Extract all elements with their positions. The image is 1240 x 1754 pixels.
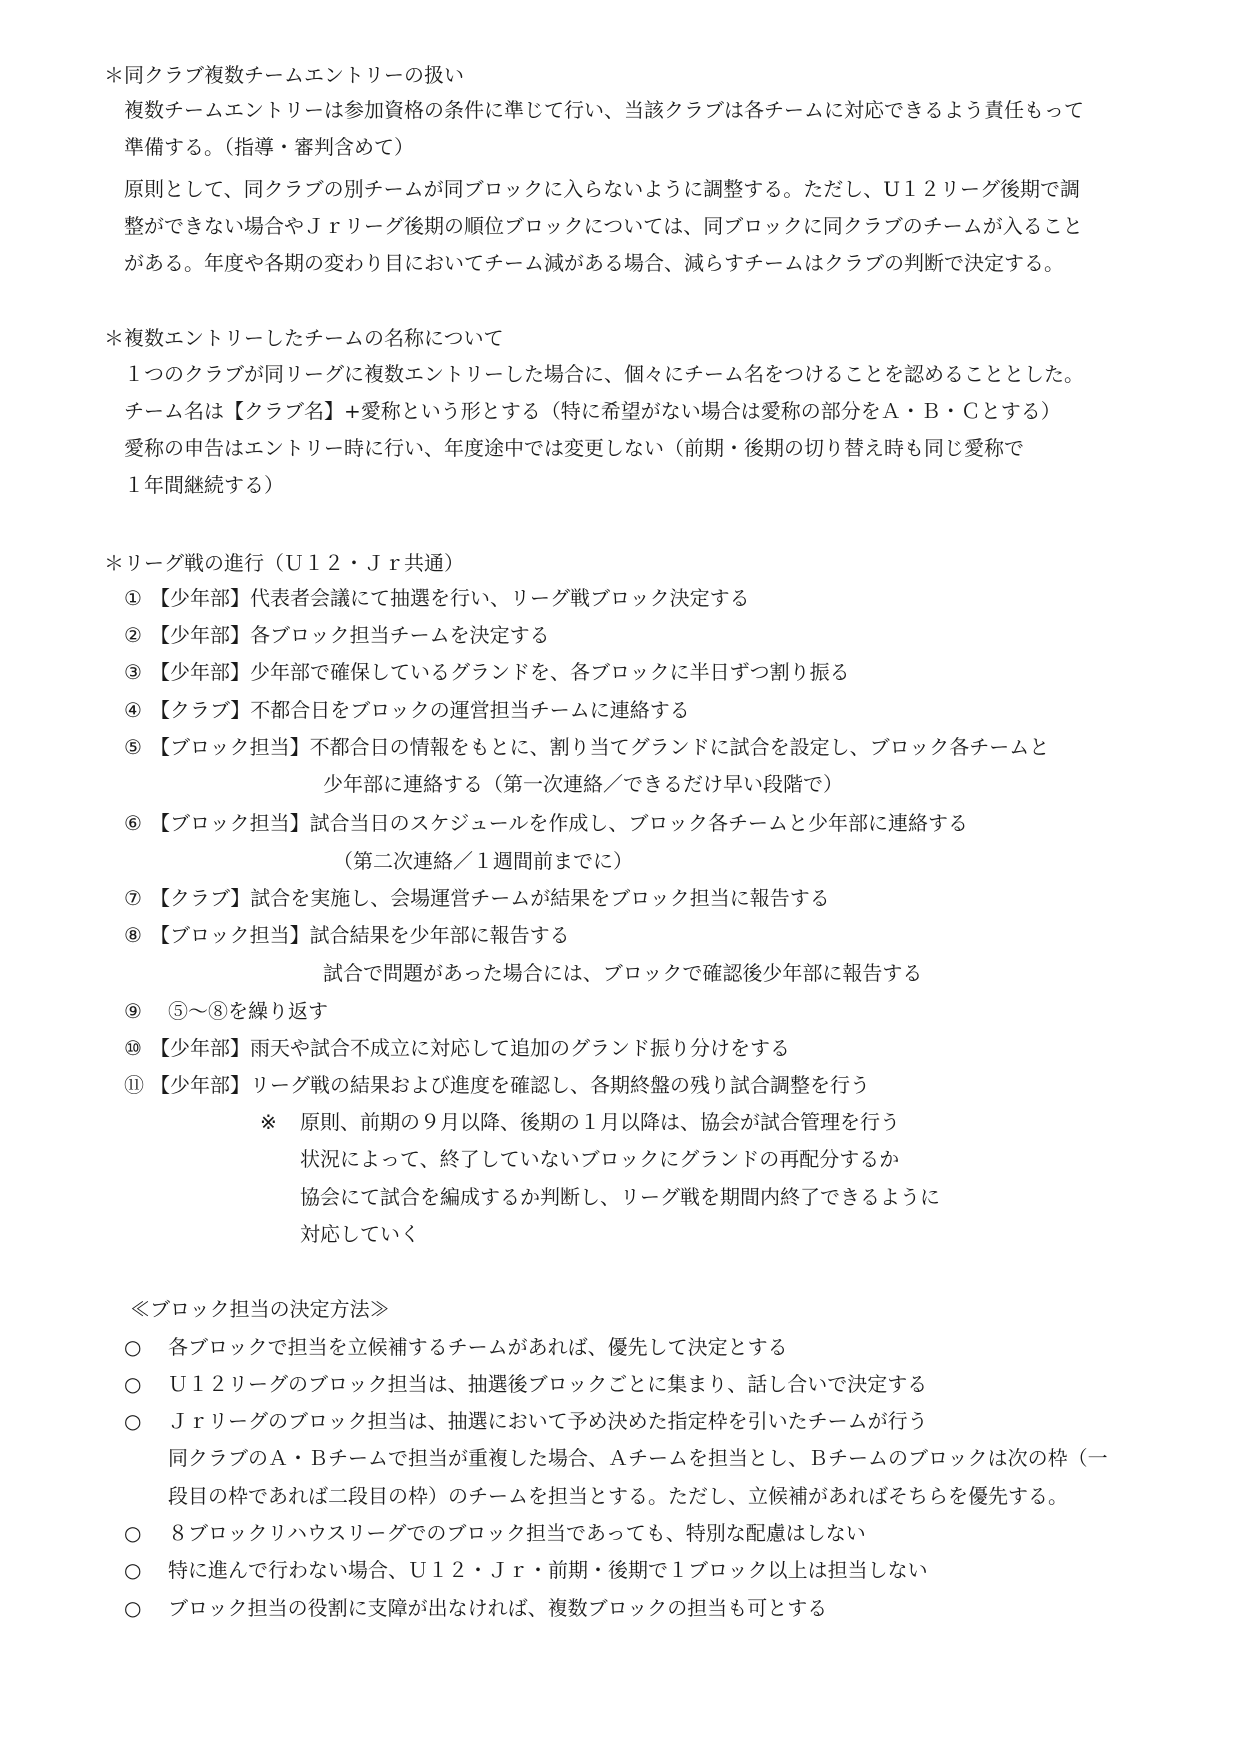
step-continuation: 試合で問題があった場合には、ブロックで確認後少年部に報告する	[323, 961, 923, 985]
step-number: ⑤	[124, 735, 142, 759]
circle-bullet-icon: ○	[124, 1558, 142, 1582]
step-role: 【少年部】	[150, 1073, 250, 1097]
bullet-item	[124, 1334, 788, 1360]
circle-bullet-icon: ○	[124, 1521, 142, 1545]
step-item	[124, 885, 830, 911]
paragraph-line: 原則として、同クラブの別チームが同ブロックに入らないように調整する。ただし、U１２リーグ後期で調	[124, 177, 1081, 201]
bullet-continuation: 段目の枠であれば二段目の枠）のチームを担当とする。ただし、立候補があればそちらを優先する。	[168, 1484, 1068, 1508]
step-number: ⑥	[124, 811, 142, 835]
step-text: リーグ戦の結果および進度を確認し、各期終盤の残り試合調整を行う	[250, 1073, 870, 1097]
bullet-text: ブロック担当の役割に支障が出なければ、複数ブロックの担当も可とする	[168, 1596, 828, 1620]
step-text: 試合結果を少年部に報告する	[309, 923, 570, 947]
note-line: 原則、前期の９月以降、後期の１月以降は、協会が試合管理を行う	[300, 1110, 900, 1134]
step-item	[124, 659, 850, 685]
bullet-text: 特に進んで行わない場合、Ｕ１２・Ｊｒ・前期・後期で１ブロック以上は担当しない	[168, 1558, 928, 1582]
step-number: ⑩	[124, 1036, 142, 1060]
step-number: ⑧	[124, 923, 142, 947]
step-number: ②	[124, 623, 142, 647]
paragraph-line: がある。年度や各期の変わり目においてチーム減がある場合、減らすチームはクラブの判断で決定する。	[124, 251, 1064, 275]
step-role: 【少年部】	[150, 1036, 250, 1060]
paragraph-line: 準備する。（指導・審判含めて）	[124, 135, 414, 159]
step-text: 試合を実施し、会場運営チームが結果をブロック担当に報告する	[250, 886, 830, 910]
note-line: 対応していく	[300, 1222, 420, 1246]
step-role: 【少年部】	[150, 586, 250, 610]
step-item	[124, 922, 570, 948]
bullet-text: 各ブロックで担当を立候補するチームがあれば、優先して決定とする	[168, 1335, 788, 1359]
circle-bullet-icon: ○	[124, 1596, 142, 1620]
note-line: 協会にて試合を編成するか判断し、リーグ戦を期間内終了できるように	[300, 1185, 940, 1209]
step-text: ⑤～⑧を繰り返す	[168, 999, 328, 1023]
bullet-text: ８ブロックリハウスリーグでのブロック担当であっても、特別な配慮はしない	[168, 1521, 866, 1545]
paragraph-line: 整ができない場合やＪｒリーグ後期の順位ブロックについては、同ブロックに同クラブのチームが入ること	[124, 214, 1083, 238]
step-number: ①	[124, 586, 142, 610]
bullet-item	[124, 1408, 928, 1434]
step-item	[124, 1072, 870, 1098]
step-role: 【クラブ】	[150, 698, 251, 722]
step-role: 【少年部】	[150, 660, 250, 684]
step-text: 雨天や試合不成立に対応して追加のグランド振り分けをする	[250, 1036, 790, 1060]
circle-bullet-icon: ○	[124, 1409, 142, 1433]
bullet-continuation: 同クラブのＡ・Ｂチームで担当が重複した場合、Ａチームを担当とし、Ｂチームのブロックは次の枠（一	[168, 1446, 1108, 1470]
step-item	[124, 697, 690, 723]
step-role: 【ブロック担当】	[150, 923, 310, 947]
step-role: 【クラブ】	[150, 886, 251, 910]
step-text: 不都合日の情報をもとに、割り当てグランドに試合を設定し、ブロック各チームと	[309, 735, 1050, 759]
step-item	[124, 622, 550, 648]
step-continuation: （第二次連絡／１週間前までに）	[333, 849, 633, 873]
section-heading-multiple-entries: ＊同クラブ複数チームエントリーの扱い	[104, 63, 464, 87]
step-item	[124, 1035, 790, 1061]
step-text: 不都合日をブロックの運営担当チームに連絡する	[250, 698, 690, 722]
step-role: 【ブロック担当】	[150, 735, 310, 759]
bullet-item	[124, 1557, 928, 1583]
bullet-text: Ｊｒリーグのブロック担当は、抽選において予め決めた指定枠を引いたチームが行う	[168, 1409, 928, 1433]
step-number: ③	[124, 660, 142, 684]
bullet-item	[124, 1520, 866, 1546]
step-number: ⑦	[124, 886, 142, 910]
step-text: 各ブロック担当チームを決定する	[250, 623, 550, 647]
section-heading-league-progress: ＊リーグ戦の進行（Ｕ１２・Ｊｒ共通）	[104, 551, 464, 575]
circle-bullet-icon: ○	[124, 1372, 142, 1396]
step-number: ④	[124, 698, 142, 722]
step-text: 代表者会議にて抽選を行い、リーグ戦ブロック決定する	[250, 586, 750, 610]
step-continuation: 少年部に連絡する（第一次連絡／できるだけ早い段階で）	[323, 772, 843, 796]
step-item	[124, 998, 328, 1024]
paragraph-line: 愛称の申告はエントリー時に行い、年度途中では変更しない（前期・後期の切り替え時も同じ愛称で	[124, 436, 1024, 460]
step-role: 【ブロック担当】	[150, 811, 310, 835]
step-item	[124, 810, 968, 836]
step-text: 試合当日のスケジュールを作成し、ブロック各チームと少年部に連絡する	[309, 811, 969, 835]
section-heading-team-names: ＊複数エントリーしたチームの名称について	[104, 326, 504, 350]
bullet-text: Ｕ１２リーグのブロック担当は、抽選後ブロックごとに集まり、話し合いで決定する	[168, 1372, 928, 1396]
paragraph-line: １つのクラブが同リーグに複数エントリーした場合に、個々にチーム名をつけることを認めることとした。	[124, 362, 1084, 386]
circle-bullet-icon: ○	[124, 1335, 142, 1359]
paragraph-line: 複数チームエントリーは参加資格の条件に準じて行い、当該クラブは各チームに対応できるよう責任もって	[124, 98, 1084, 122]
bullet-item	[124, 1371, 927, 1397]
paragraph-line: チーム名は【クラブ名】+愛称という形とする（特に希望がない場合は愛称の部分をＡ・Ｂ・Ｃとする）	[124, 399, 1061, 423]
step-role: 【少年部】	[150, 623, 250, 647]
step-item	[124, 734, 1049, 760]
bullet-item	[124, 1595, 827, 1621]
step-number: ⑪	[124, 1073, 144, 1097]
step-item	[124, 585, 750, 611]
step-number: ⑨	[124, 999, 142, 1023]
note-mark: ※	[260, 1110, 277, 1134]
section-heading-block-manager: ≪ブロック担当の決定方法≫	[130, 1297, 390, 1321]
step-text: 少年部で確保しているグランドを、各ブロックに半日ずつ割り振る	[250, 660, 850, 684]
note-line: 状況によって、終了していないブロックにグランドの再配分するか	[300, 1147, 900, 1171]
paragraph-line: １年間継続する）	[124, 473, 284, 497]
